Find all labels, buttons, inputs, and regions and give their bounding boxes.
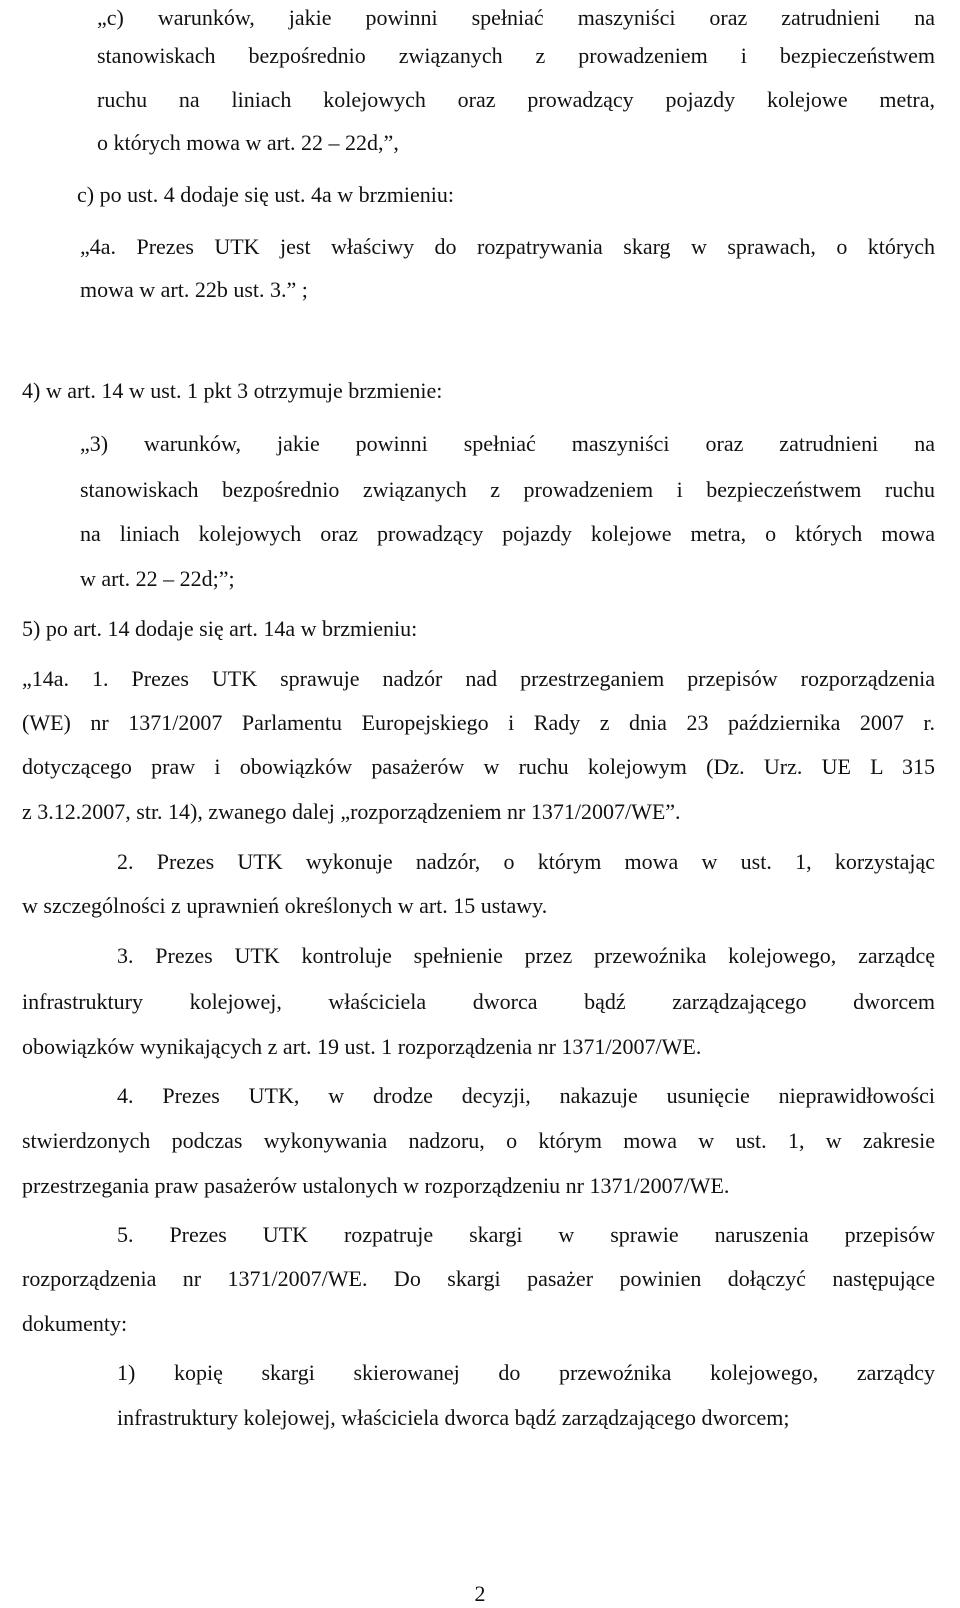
text-line: infrastruktury kolejowej, właściciela dworca bądź zarządzającego dworcem; (117, 1405, 790, 1430)
text-line: ruchu na liniach kolejowych oraz prowadzący pojazdy kolejowe metra, (97, 87, 935, 112)
text-line: (WE) nr 1371/2007 Parlamentu Europejskiego i Rady z dnia 23 października 2007 r. (22, 710, 935, 735)
text-line: z 3.12.2007, str. 14), zwanego dalej „rozporządzeniem nr 1371/2007/WE”. (22, 799, 681, 824)
text-line: mowa w art. 22b ust. 3.” ; (80, 277, 308, 302)
text-line: na liniach kolejowych oraz prowadzący pojazdy kolejowe metra, o których mowa (80, 521, 935, 546)
text-line: 4. Prezes UTK, w drodze decyzji, nakazuje usunięcie nieprawidłowości (117, 1083, 935, 1108)
text-line: o których mowa w art. 22 – 22d,”, (97, 130, 399, 155)
text-line: 5) po art. 14 dodaje się art. 14a w brzmieniu: (22, 616, 418, 641)
text-line: stanowiskach bezpośrednio związanych z prowadzeniem i bezpieczeństwem ruchu (80, 477, 935, 502)
text-line: 2. Prezes UTK wykonuje nadzór, o którym mowa w ust. 1, korzystając (117, 849, 935, 874)
text-line: stanowiskach bezpośrednio związanych z prowadzeniem i bezpieczeństwem (97, 43, 935, 68)
text-line: stwierdzonych podczas wykonywania nadzoru, o którym mowa w ust. 1, w zakresie (22, 1128, 935, 1153)
text-line: „4a. Prezes UTK jest właściwy do rozpatrywania skarg w sprawach, o których (80, 234, 935, 259)
text-line: „c) warunków, jakie powinni spełniać maszyniści oraz zatrudnieni na (97, 5, 935, 30)
text-line: dokumenty: (22, 1311, 128, 1336)
text-line: „3) warunków, jakie powinni spełniać maszyniści oraz zatrudnieni na (80, 431, 935, 456)
text-line: c) po ust. 4 dodaje się ust. 4a w brzmieniu: (77, 182, 454, 207)
text-line: 3. Prezes UTK kontroluje spełnienie przez przewoźnika kolejowego, zarządcę (117, 943, 935, 968)
text-line: infrastruktury kolejowej, właściciela dworca bądź zarządzającego dworcem (22, 989, 935, 1014)
text-line: dotyczącego praw i obowiązków pasażerów w ruchu kolejowym (Dz. Urz. UE L 315 (22, 754, 935, 779)
text-line: obowiązków wynikających z art. 19 ust. 1 rozporządzenia nr 1371/2007/WE. (22, 1034, 702, 1059)
text-line: 4) w art. 14 w ust. 1 pkt 3 otrzymuje brzmienie: (22, 378, 443, 403)
text-line: rozporządzenia nr 1371/2007/WE. Do skargi pasażer powinien dołączyć następujące (22, 1266, 935, 1291)
text-line: „14a. 1. Prezes UTK sprawuje nadzór nad przestrzeganiem przepisów rozporządzenia (22, 666, 935, 691)
text-line: 5. Prezes UTK rozpatruje skargi w sprawie naruszenia przepisów (117, 1222, 935, 1247)
page-number: 2 (474, 1581, 486, 1606)
text-line: w szczególności z uprawnień określonych w art. 15 ustawy. (22, 893, 548, 918)
text-line: w art. 22 – 22d;”; (80, 566, 235, 591)
text-line: 1) kopię skargi skierowanej do przewoźnika kolejowego, zarządcy (117, 1360, 935, 1385)
text-line: przestrzegania praw pasażerów ustalonych w rozporządzeniu nr 1371/2007/WE. (22, 1173, 730, 1198)
